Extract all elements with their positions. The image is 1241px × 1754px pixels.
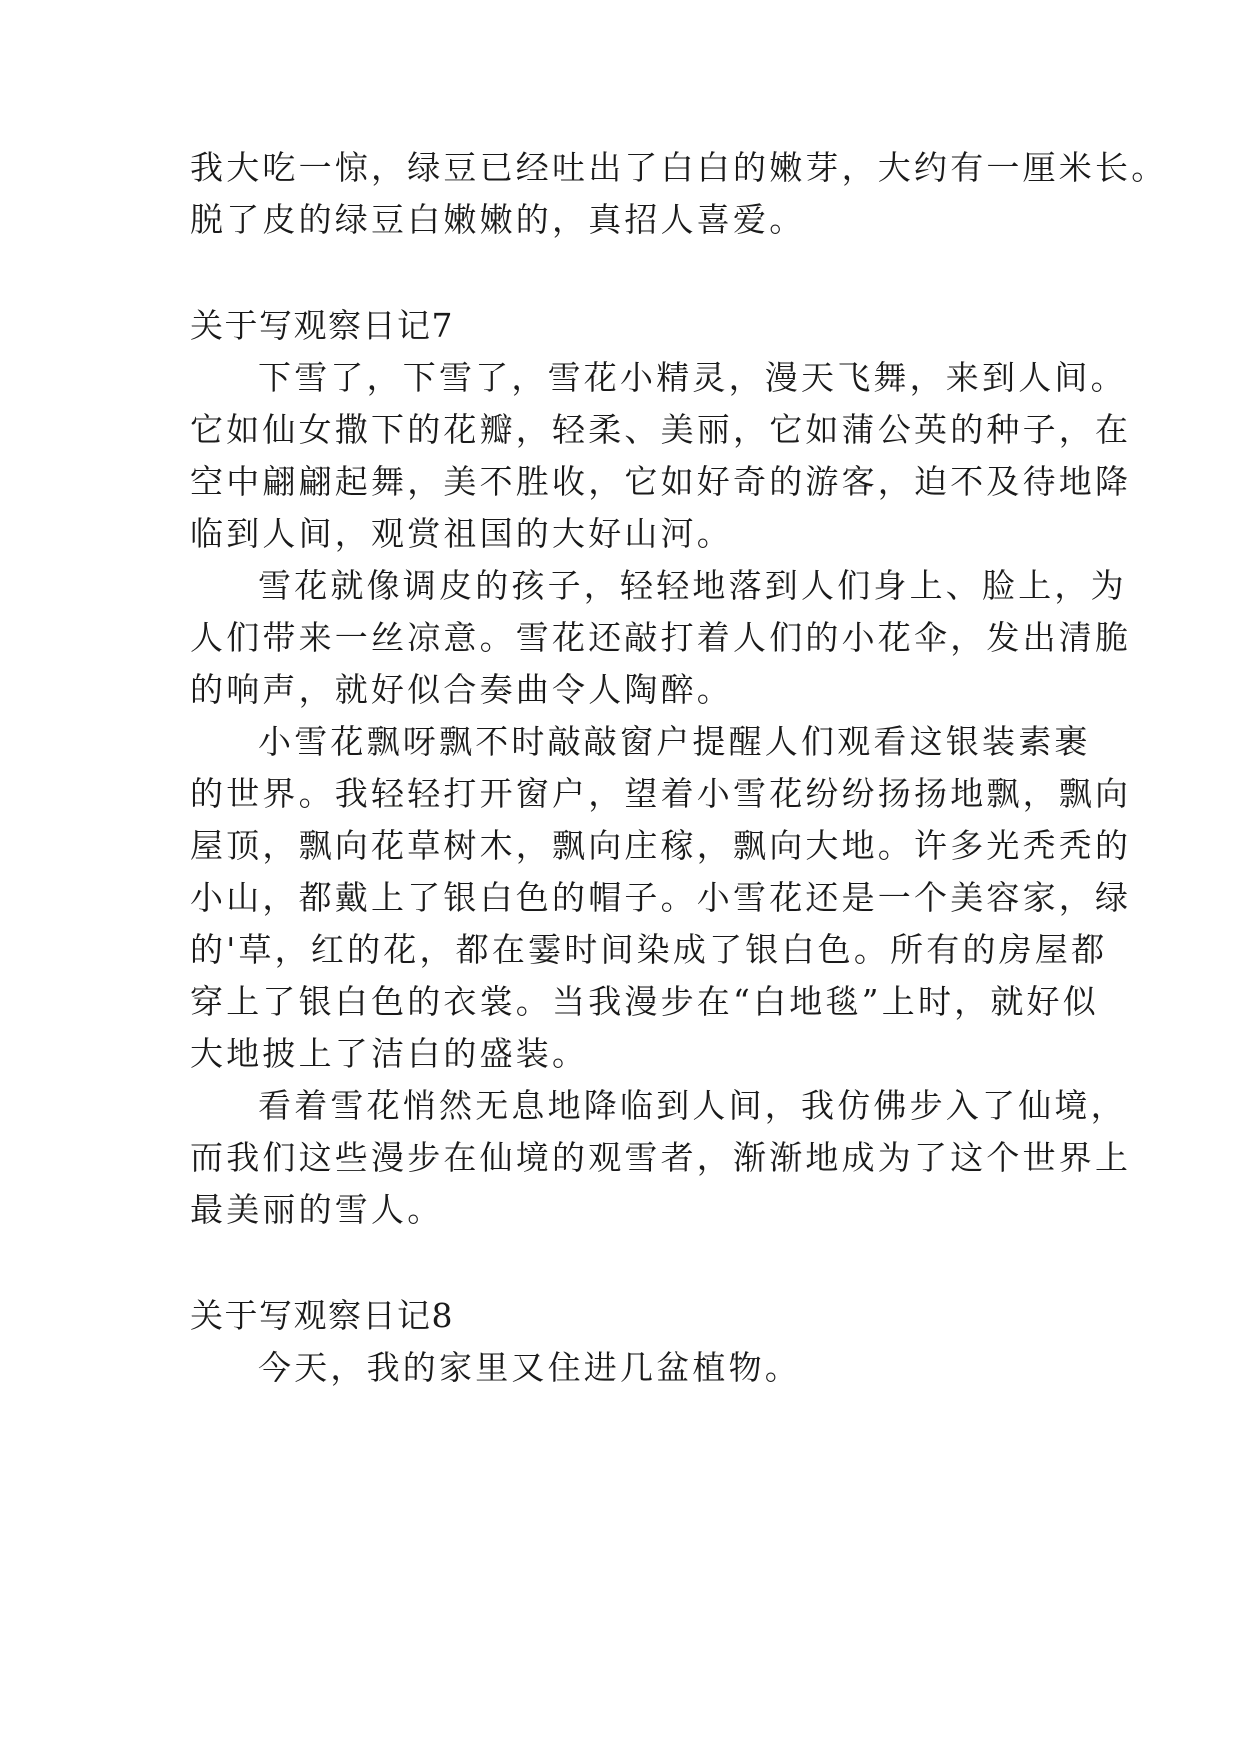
- paragraph-line: 下雪了，下雪了，雪花小精灵，漫天飞舞，来到人间。: [258, 358, 1127, 397]
- paragraph-line: 的世界。我轻轻打开窗户，望着小雪花纷纷扬扬地飘，飘向: [190, 774, 1132, 813]
- paragraph-line: 的'草，红的花，都在霎时间染成了银白色。所有的房屋都: [190, 930, 1108, 969]
- paragraph-line: 临到人间，观赏祖国的大好山河。: [190, 514, 733, 553]
- paragraph-line: 小雪花飘呀飘不时敲敲窗户提醒人们观看这银装素裹: [258, 722, 1091, 761]
- paragraph-line: 大地披上了洁白的盛装。: [190, 1034, 589, 1073]
- paragraph-line: 而我们这些漫步在仙境的观雪者，渐渐地成为了这个世界上: [190, 1138, 1132, 1177]
- paragraph-line: 空中翩翩起舞，美不胜收，它如好奇的游客，迫不及待地降: [190, 462, 1132, 501]
- paragraph-line: 我大吃一惊，绿豆已经吐出了白白的嫩芽，大约有一厘米长。: [190, 148, 1168, 187]
- paragraph-line: 最美丽的雪人。: [190, 1190, 444, 1229]
- paragraph-line: 今天，我的家里又住进几盆植物。: [258, 1348, 801, 1387]
- paragraph-line: 穿上了银白色的衣裳。当我漫步在“白地毯”上时，就好似: [190, 982, 1099, 1021]
- paragraph-line: 小山，都戴上了银白色的帽子。小雪花还是一个美容家，绿: [190, 878, 1132, 917]
- section-heading-7: 关于写观察日记7: [190, 306, 454, 345]
- paragraph-line: 看着雪花悄然无息地降临到人间，我仿佛步入了仙境，: [258, 1086, 1127, 1125]
- paragraph-line: 人们带来一丝凉意。雪花还敲打着人们的小花伞，发出清脆: [190, 618, 1132, 657]
- paragraph-line: 屋顶，飘向花草树木，飘向庄稼，飘向大地。许多光秃秃的: [190, 826, 1132, 865]
- paragraph-line: 脱了皮的绿豆白嫩嫩的，真招人喜爱。: [190, 200, 806, 239]
- section-heading-8: 关于写观察日记8: [190, 1296, 454, 1335]
- paragraph-line: 的响声，就好似合奏曲令人陶醉。: [190, 670, 733, 709]
- paragraph-line: 它如仙女撒下的花瓣，轻柔、美丽，它如蒲公英的种子，在: [190, 410, 1132, 449]
- paragraph-line: 雪花就像调皮的孩子，轻轻地落到人们身上、脸上，为: [258, 566, 1127, 605]
